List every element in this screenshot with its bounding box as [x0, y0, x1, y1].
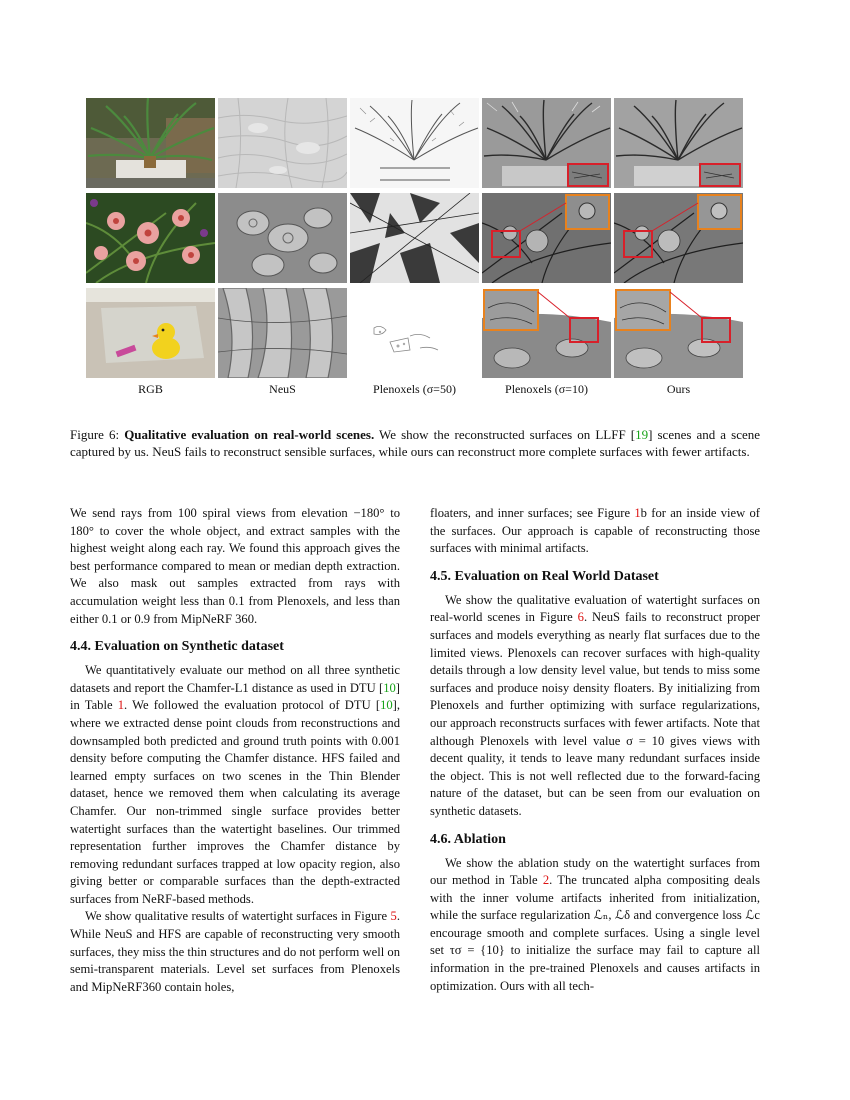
right-paragraph-3: [430, 855, 760, 996]
left-paragraph-1: We send rays from 100 spiral views from elevation −180° to 180° to cover the whole object, and extract samples with the highest weight along each ray. We found this approach gives the best performance compared to mean or median depth extraction. We also mask out samples extracted from rays with accumulation weight less than 0.1 from Plenoxels, and less than either 0.1 or 0.9 from MipNeRF 360.: [70, 506, 400, 626]
figure-5-link[interactable]: 5: [390, 909, 397, 924]
image-ours-palm: [614, 98, 743, 188]
figure-caption: [70, 426, 760, 460]
table-1-link[interactable]: 1: [117, 698, 125, 713]
right-paragraph-2: [430, 592, 760, 821]
image-plenoxels50-orchid: [350, 193, 479, 283]
left-column: [70, 505, 400, 996]
p2-text-d: ], where we extracted dense point clouds from reconstructions and downsampled both predicted and ground truth points with 0.001 density before computing the Chamfer distance. HFS failed and learned empty surfaces on two scenes in the Thin Blender dataset, hence we removed them when calculating its average Chamfer. Our non-trimmed single surface provides better watertight surfaces than the watertight baselines. Our trimmed representation further improves the Chamfer distance by removing redundant surfaces trapped at low opacity region, also giving better or comparable surfaces than the depth-extracted surfaces from NeRF-based methods.: [70, 698, 400, 906]
r3-text-b: . The truncated alpha compositing deals with the inner volume artifacts inherited from initialization, while the surface regularization ℒₙ, ℒδ and convergence loss ℒc encourage smooth and complete surfaces. Using a single level set τσ = {10} to initialize the surface may fail to capture all information in the pre-trained Plenoxels and causes artifacts in optimization. Ours with all tech-: [430, 873, 760, 993]
image-ours-orchid: [614, 193, 743, 283]
p3-text-a: We show qualitative results of watertight surfaces in Figure: [85, 909, 391, 924]
image-plenoxels50-duck: [350, 288, 479, 378]
figure-6-link[interactable]: 6: [577, 610, 584, 625]
section-heading-4-5: 4.5. Evaluation on Real World Dataset: [430, 568, 659, 584]
section-heading-4-4: 4.4. Evaluation on Synthetic dataset: [70, 639, 284, 655]
caption-title: Qualitative evaluation on real-world scenes.: [124, 427, 375, 442]
figure-image-grid: [86, 98, 741, 378]
image-plenoxels50-palm: [350, 98, 479, 188]
label-plenoxels-10: Plenoxels (σ=10): [505, 382, 588, 396]
figure-1-link[interactable]: 1: [634, 506, 641, 520]
label-neus: NeuS: [269, 382, 296, 396]
image-neus-palm: [218, 98, 347, 188]
image-plenoxels10-palm: [482, 98, 611, 188]
right-paragraph-1: [430, 505, 760, 558]
r2-text-b: . NeuS fails to reconstruct proper surfaces and models everything as nearly flat surfaces due to the limited views. Plenoxels can recover surfaces with high-quality details through a low density level value, but tends to miss some surfaces and produce noisy density floaters. By initializing from Plenoxels and further optimizing with surface regularizations, our approach reconstructs surfaces with fewer artifacts. Note that although Plenoxels with level value σ = 10 gives views with decent quality, it tends to leave many redundant surfaces inside the object. This is not well reflected due to the forward-facing nature of the dataset, but can be seen from our evaluation on synthetic datasets.: [430, 610, 760, 818]
image-ours-duck: [614, 288, 743, 378]
table-2-link[interactable]: 2: [542, 873, 550, 888]
caption-text-1: We show the reconstructed surfaces on LLFF [: [379, 427, 636, 442]
image-neus-orchid: [218, 193, 347, 283]
image-rgb-orchid: [86, 193, 215, 283]
image-plenoxels10-duck: [482, 288, 611, 378]
citation-link-10b[interactable]: 10: [380, 698, 393, 713]
p2-text-b: ] in Table: [70, 680, 400, 713]
r1-text-b: b for an inside view of the surfaces. Our approach is capable of reconstructing those surfaces with minimal artifacts.: [430, 506, 760, 556]
image-plenoxels10-orchid: [482, 193, 611, 283]
label-rgb: RGB: [138, 382, 163, 396]
caption-text-2: ] scenes and a scene captured by us. NeuS fails to reconstruct sensible surfaces, while ours can reconstruct more complete surfaces with fewer artifacts.: [70, 427, 761, 459]
caption-citation-link[interactable]: 19: [635, 427, 649, 442]
p2-text-c: . We followed the evaluation protocol of DTU [: [124, 698, 381, 713]
left-paragraph-3: [70, 908, 400, 996]
left-paragraph-2: [70, 662, 400, 908]
r3-text-a: We show the ablation study on the watertight surfaces from our method in Table: [430, 855, 760, 888]
r2-text-a: We show the qualitative evaluation of watertight surfaces on real-world scenes in Figure: [430, 592, 760, 625]
citation-link-10[interactable]: 10: [383, 680, 396, 695]
figure-column-labels: [86, 382, 741, 397]
caption-label: Figure 6:: [70, 427, 120, 442]
image-rgb-palm: [86, 98, 215, 188]
right-column: [430, 505, 760, 995]
image-rgb-duck: [86, 288, 215, 378]
r1-text-a: floaters, and inner surfaces; see Figure: [430, 506, 635, 520]
p2-text-a: We quantitatively evaluate our method on all three synthetic datasets and report the Chamfer-L1 distance as used in DTU [: [70, 663, 400, 695]
section-heading-4-6: 4.6. Ablation: [430, 831, 506, 847]
label-plenoxels-50: Plenoxels (σ=50): [373, 382, 456, 396]
label-ours: Ours: [666, 382, 691, 396]
p3-text-b: . While NeuS and HFS are capable of reconstructing very smooth surfaces, they miss the thin structures and do not perform well on semi-transparent materials. Level set surfaces from Plenoxels and MipNeRF360 contain holes,: [70, 909, 400, 994]
figure-6: [86, 98, 741, 397]
image-neus-duck: [218, 288, 347, 378]
